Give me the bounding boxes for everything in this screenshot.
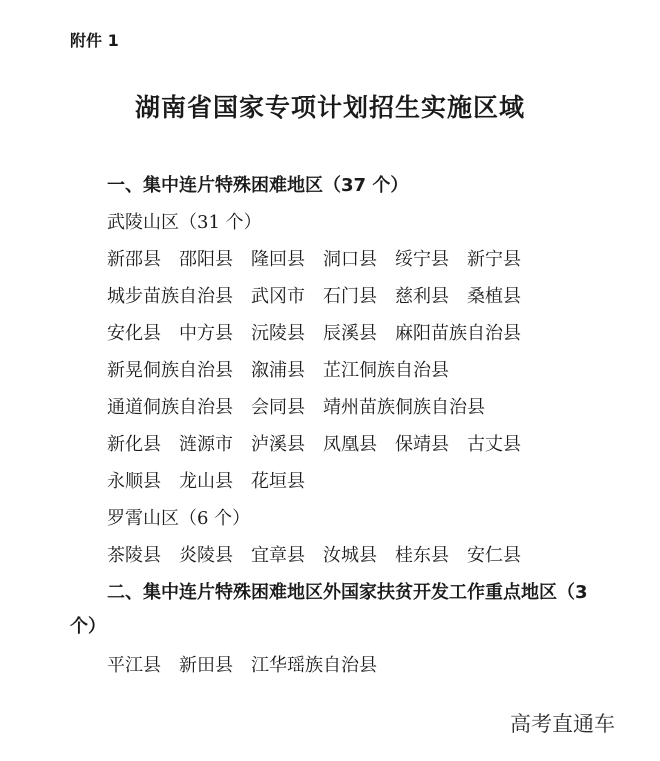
section-2-heading: 二、集中连片特殊困难地区外国家扶贫开发工作重点地区（3: [107, 582, 588, 603]
county-name: 新邵县: [107, 249, 161, 270]
county-name: 溆浦县: [251, 360, 305, 381]
county-row: [107, 245, 539, 271]
county-name: 麻阳苗族自治县: [395, 323, 521, 344]
county-name: 炎陵县: [179, 545, 233, 566]
county-name: 洞口县: [323, 249, 377, 270]
county-name: 新宁县: [467, 249, 521, 270]
watermark-text: 高考直通车: [510, 712, 615, 736]
county-name: 花垣县: [251, 471, 305, 492]
section-1-heading: 一、集中连片特殊困难地区（37 个）: [107, 175, 409, 196]
county-name: 辰溪县: [323, 323, 377, 344]
county-name: 龙山县: [179, 471, 233, 492]
county-name: 新化县: [107, 434, 161, 455]
county-name: 安化县: [107, 323, 161, 344]
county-name: 通道侗族自治县: [107, 397, 233, 418]
county-name: 芷江侗族自治县: [323, 360, 449, 381]
county-name: 宜章县: [251, 545, 305, 566]
county-name: 中方县: [179, 323, 233, 344]
county-name: 古丈县: [467, 434, 521, 455]
county-name: 城步苗族自治县: [107, 286, 233, 307]
attachment-label: 附件 1: [70, 31, 119, 50]
county-row: [107, 319, 539, 345]
section-2-heading-continuation: 个）: [70, 616, 106, 637]
county-name: 保靖县: [395, 434, 449, 455]
county-name: 新田县: [179, 655, 233, 676]
county-name: 汝城县: [323, 545, 377, 566]
county-name: 桂东县: [395, 545, 449, 566]
county-name: 沅陵县: [251, 323, 305, 344]
county-row: [107, 541, 539, 567]
county-name: 平江县: [107, 655, 161, 676]
wuling-heading: 武陵山区（31 个）: [107, 212, 262, 233]
county-name: 凤凰县: [323, 434, 377, 455]
county-name: 石门县: [323, 286, 377, 307]
county-name: 会同县: [251, 397, 305, 418]
county-name: 靖州苗族侗族自治县: [323, 397, 485, 418]
county-name: 绥宁县: [395, 249, 449, 270]
county-name: 茶陵县: [107, 545, 161, 566]
county-row: [107, 430, 539, 456]
county-name: 桑植县: [467, 286, 521, 307]
county-name: 涟源市: [179, 434, 233, 455]
county-row: [107, 356, 467, 382]
county-name: 永顺县: [107, 471, 161, 492]
luoxiao-heading: 罗霄山区（6 个）: [107, 508, 251, 529]
county-name: 泸溪县: [251, 434, 305, 455]
county-row: [107, 467, 323, 493]
document-title: 湖南省国家专项计划招生实施区域: [134, 93, 525, 122]
county-name: 安仁县: [467, 545, 521, 566]
county-row: [107, 393, 503, 419]
county-name: 邵阳县: [179, 249, 233, 270]
county-name: 慈利县: [395, 286, 449, 307]
county-name: 新晃侗族自治县: [107, 360, 233, 381]
county-name: 隆回县: [251, 249, 305, 270]
county-name: 江华瑶族自治县: [251, 655, 377, 676]
county-row: [107, 651, 395, 677]
county-row: [107, 282, 539, 308]
county-name: 武冈市: [251, 286, 305, 307]
